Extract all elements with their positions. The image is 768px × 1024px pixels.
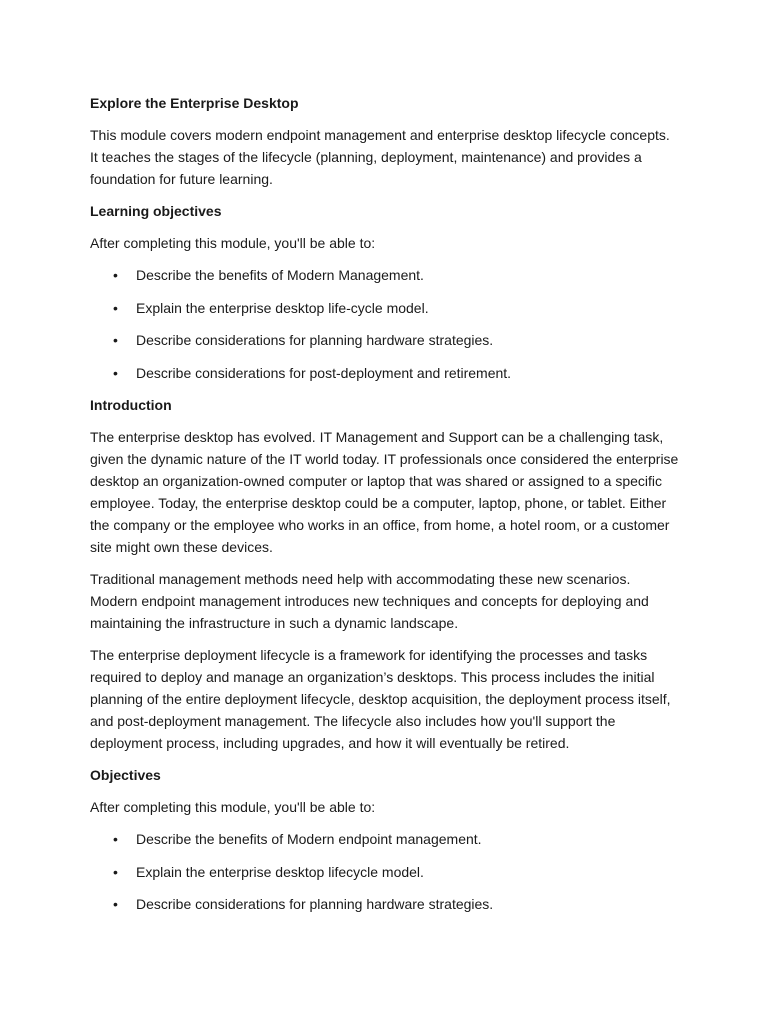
document-page [90,92,680,926]
list-item [90,264,680,286]
objectives-list [90,828,680,915]
bullet-icon: • [113,364,118,381]
objectives-lead: After completing this module, you'll be able to: [90,799,376,815]
introduction-heading: Introduction [90,397,172,413]
bullet-icon: • [113,332,118,348]
list-item-text: Describe the benefits of Modern endpoint management. [136,831,482,847]
list-item [90,893,680,915]
introduction-paragraph: The enterprise deployment lifecycle is a framework for identifying the processes and tasks required to deploy and manage an organization’s desktops. This process includes the initial planning of the entire deployment lifecycle, desktop acquisition, the deployment process itself, and post-deployment management. The lifecycle also includes how you'll support the deployment process, including upgrades, and how it will eventually be retired. [90,647,671,751]
list-item [90,329,680,351]
list-item [90,861,680,883]
objectives-heading: Objectives [90,767,161,783]
bullet-icon: • [113,896,118,912]
bullet-icon: • [113,267,118,283]
learning-objectives-lead: After completing this module, you'll be able to: [90,235,376,251]
list-item-text: Describe the benefits of Modern Management. [136,267,424,283]
list-item-text: Explain the enterprise desktop life-cycle model. [136,299,429,316]
list-item [90,297,680,319]
bullet-icon: • [113,831,118,847]
bullet-icon: • [113,863,118,880]
introduction-paragraph: Traditional management methods need help with accommodating these new scenarios. Modern endpoint management introduces new techniques and concepts for deploying and maintaining the infrastructure in such a dynamic landscape. [90,571,649,631]
list-item-text: Describe considerations for planning hardware strategies. [136,896,494,912]
learning-objectives-list [90,264,680,384]
list-item [90,362,680,384]
intro-paragraph: This module covers modern endpoint management and enterprise desktop lifecycle concepts. It teaches the stages of the lifecycle (planning, deployment, maintenance) and provides a foundation for future learning. [90,127,670,187]
bullet-icon: • [113,299,118,316]
list-item-text: Describe considerations for planning hardware strategies. [136,332,494,348]
learning-objectives-heading: Learning objectives [90,203,222,219]
document-title: Explore the Enterprise Desktop [90,95,299,111]
list-item-text: Explain the enterprise desktop lifecycle model. [136,863,424,880]
list-item [90,828,680,850]
list-item-text: Describe considerations for post-deployment and retirement. [136,364,512,381]
introduction-paragraph: The enterprise desktop has evolved. IT Management and Support can be a challenging task, given the dynamic nature of the IT world today. IT professionals once considered the enterprise desktop an organization-owned computer or laptop that was shared or assigned to a specific employee. Today, the enterprise desktop could be a computer, laptop, phone, or tablet. Either the company or the employee who works in an office, from home, a hotel room, or a customer site might own these devices. [90,429,679,555]
